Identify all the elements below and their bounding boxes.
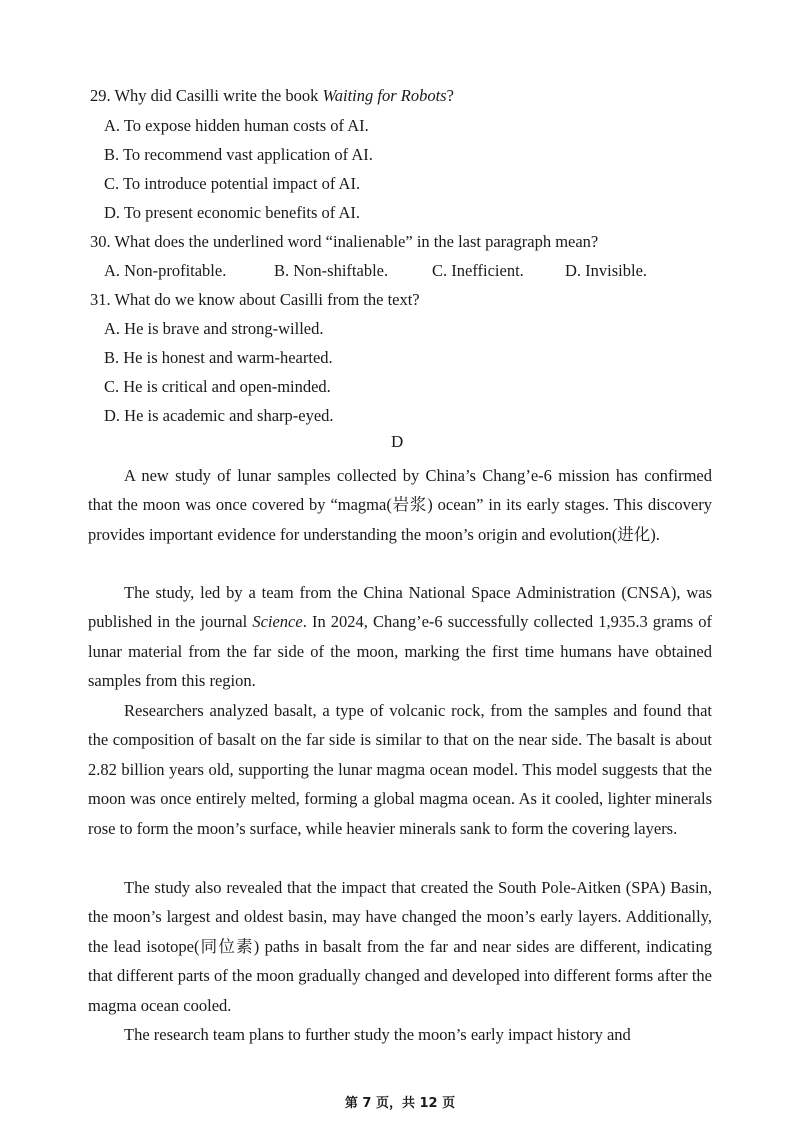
- question-29-stem-prefix: 29. Why did Casilli write the book: [90, 86, 323, 105]
- paragraph-1-text: A new study of lunar samples collected by China’s Chang’e-6 mission has confirmed that the moon was once covered by “magma(岩浆) ocean” in its early stages. This discovery provides important evidence for understanding the moon’s origin and evolution(进化).: [88, 466, 712, 544]
- question-29-book-title: Waiting for Robots: [322, 86, 447, 105]
- question-31-option-d: D. He is academic and sharp-eyed.: [104, 406, 334, 425]
- journal-name: Science: [252, 612, 303, 632]
- question-30-option-a: A. Non-profitable.: [104, 261, 227, 280]
- question-29-stem: [90, 86, 454, 106]
- question-30-option-c: C. Inefficient.: [432, 261, 524, 280]
- passage-paragraph-5: [88, 1020, 712, 1049]
- passage-section-letter: D: [391, 432, 404, 451]
- passage-paragraph-1: [88, 461, 712, 549]
- passage-paragraph-4: [88, 873, 712, 1020]
- paragraph-3-text: Researchers analyzed basalt, a type of volcanic rock, from the samples and found that the composition of basalt on the far side is similar to that on the near side. The basalt is about 2.82 billion years old, supporting the lunar magma ocean model. This model suggests that the moon was once entirely melted, forming a global magma ocean. As it cooled, lighter minerals rose to form the moon’s surface, while heavier minerals sank to form the covering layers.: [88, 701, 712, 838]
- question-29-option-a: A. To expose hidden human costs of AI.: [104, 116, 369, 135]
- paragraph-4-text: The study also revealed that the impact that created the South Pole-Aitken (SPA) Basin, the moon’s largest and oldest basin, may have changed the moon’s early layers. Additionally, the lead isotope(同位素) paths in basalt from the far and near sides are different, indicating that different parts of the moon gradually changed and developed into different forms after the magma ocean cooled.: [88, 878, 712, 1015]
- paragraph-5-text: The research team plans to further study the moon’s early impact history and: [124, 1025, 631, 1044]
- question-31-stem: 31. What do we know about Casilli from the text?: [90, 290, 420, 309]
- question-29-option-c: C. To introduce potential impact of AI.: [104, 174, 361, 193]
- passage-paragraph-3: [88, 696, 712, 843]
- paragraph-2-text-before: The study, led by a team from the China National Space Administration (CNSA), was published in the journal: [88, 583, 712, 632]
- paragraph-2-text-after: . In 2024, Chang’e-6 successfully collected 1,935.3 grams of lunar material from the far side of the moon, marking the first time humans have obtained samples from this region.: [88, 612, 712, 691]
- question-30-stem: 30. What does the underlined word “inalienable” in the last paragraph mean?: [90, 232, 599, 251]
- page-number-footer: 第 7 页，共 12 页: [344, 1096, 456, 1111]
- passage-paragraph-2: [88, 578, 712, 696]
- question-31-option-a: A. He is brave and strong-willed.: [104, 319, 324, 338]
- question-30-option-b: B. Non-shiftable.: [274, 261, 389, 280]
- question-29-option-b: B. To recommend vast application of AI.: [104, 145, 373, 164]
- question-30-option-d: D. Invisible.: [565, 261, 648, 280]
- question-29-option-d: D. To present economic benefits of AI.: [104, 203, 361, 222]
- question-29-stem-suffix: ?: [446, 86, 454, 105]
- paragraph-2-text: [88, 578, 712, 696]
- question-31-option-b: B. He is honest and warm-hearted.: [104, 348, 333, 367]
- question-31-option-c: C. He is critical and open-minded.: [104, 377, 331, 396]
